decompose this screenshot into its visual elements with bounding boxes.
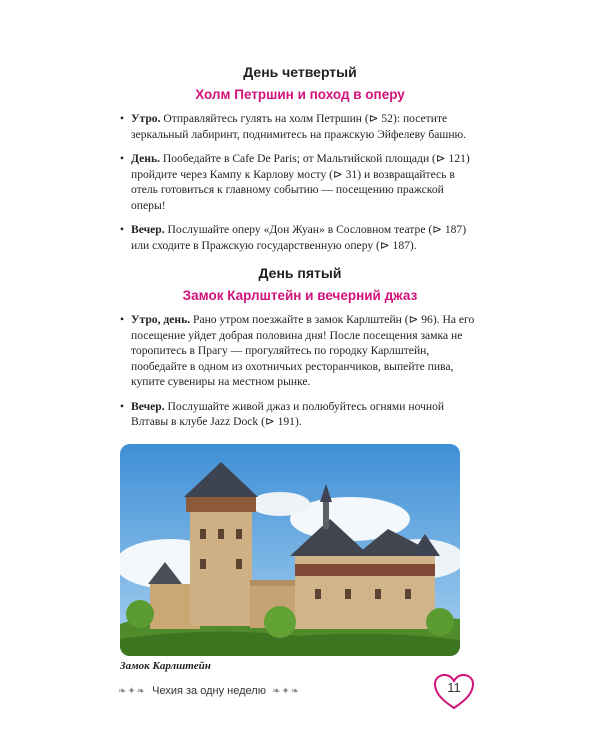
book-title: Чехия за одну неделю	[152, 685, 266, 697]
day4-subtitle: Холм Петршин и поход в оперу	[195, 87, 405, 102]
castle-illustration	[120, 444, 460, 656]
day4-list	[120, 111, 478, 253]
day5-subtitle: Замок Карлштейн и вечерний джаз	[182, 288, 418, 303]
day4-item-morning: • Утро. Отправляйтесь гулять на холм Петршин (⊳ 52): посетите зеркальный лабиринт, поднимитесь на пражскую Эйфелеву башню.	[120, 111, 478, 142]
ornament-right-icon: ❧✦❧	[271, 685, 301, 697]
day5-title: День пятый	[258, 265, 342, 281]
day5-list	[120, 312, 478, 430]
day4-item-evening: • Вечер. Послушайте оперу «Дон Жуан» в Сословном театре (⊳ 187) или сходите в Пражскую государственную оперу (⊳ 187).	[120, 222, 478, 253]
day4-item-day: • День. Пообедайте в Cafe De Paris; от Мальтийской площади (⊳ 121) пройдите через Кампу к Карлову мосту (⊳ 31) и возвращайтесь в отель готовиться к главному событию — посещению пражской оперы!	[120, 151, 478, 213]
ornament-left-icon: ❧✦❧	[118, 685, 147, 697]
day5-item-evening: • Вечер. Послушайте живой джаз и полюбуйтесь огнями ночной Влтавы в клубе Jazz Dock (⊳ 191).	[120, 399, 478, 430]
photo-caption: Замок Карлштейн	[120, 660, 211, 672]
day5-item-morning-day: • Утро, день. Рано утром поезжайте в замок Карлштейн (⊳ 96). На его посещение уйдет добрая половина дня! После посещения замка не торопитесь в Прагу — прогуляйтесь по городку Карлштейн, пообедайте в одном из охотничьих ресторанчиков, выпейте пива, купите сувениры на местном рынке.	[120, 312, 478, 390]
page-number: 11	[447, 680, 461, 695]
page-footer	[118, 685, 300, 697]
karlstejn-castle-photo	[120, 444, 460, 656]
day4-title: День четвертый	[243, 64, 357, 80]
